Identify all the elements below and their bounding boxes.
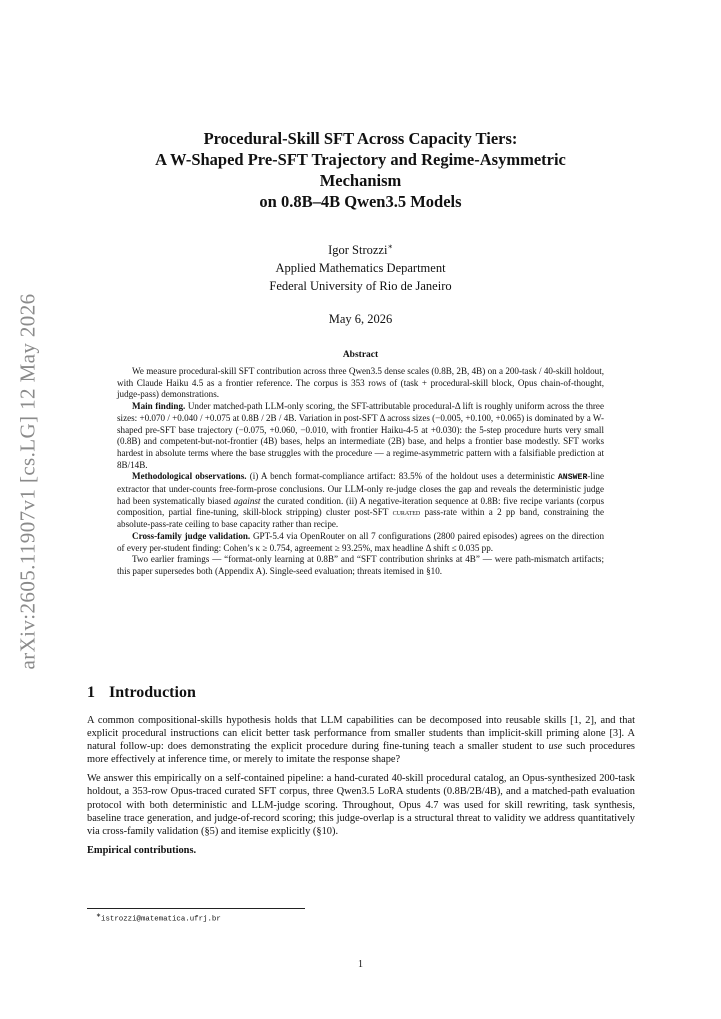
abstract-heading: Abstract xyxy=(342,350,379,360)
author-university: Federal University of Rio de Janeiro xyxy=(269,279,452,294)
abstract-paragraph-1: We measure procedural-skill SFT contribution across three Qwen3.5 dense scales (0.8B, 2B, 4B) on a 200-task / 40-skill holdout, with Claude Haiku 4.5 as a frontier reference. The corpus is 353 rows of (task + procedural-skill block, Opus chain-of-thought, judge-pass) demonstrations. xyxy=(117,366,604,400)
footnote-rule xyxy=(87,908,305,909)
title-line-2: A W-Shaped Pre-SFT Trajectory and Regime-Asymmetric xyxy=(155,150,566,169)
section-number: 1 xyxy=(87,684,95,701)
arxiv-identifier[interactable]: arXiv:2605.11907v1 [cs.LG] 12 May 2026 xyxy=(15,292,40,670)
title-line-1: Procedural-Skill SFT Across Capacity Tiers: xyxy=(203,129,518,148)
author-department: Applied Mathematics Department xyxy=(275,261,446,276)
paper-title xyxy=(80,128,641,212)
abstract-paragraph-5: Two earlier framings — “format-only learning at 0.8B” and “SFT contribution shrinks at 4B” — were path-mismatch artifacts; this paper supersedes both (Appendix A). Single-seed evaluation; threats itemised in §10. xyxy=(117,554,604,576)
section-1-heading xyxy=(87,684,196,702)
contributions-heading: Empirical contributions. xyxy=(87,844,197,856)
author-block xyxy=(80,238,641,295)
methodological-label: Methodological observations. xyxy=(132,471,247,482)
title-line-3: Mechanism xyxy=(319,171,402,190)
author-name: Igor Strozzi∗ xyxy=(328,242,393,258)
footnote-mark: ∗ xyxy=(96,913,102,919)
intro-paragraph-1: A common compositional-skills hypothesis holds that LLM capabilities can be decomposed into reusable skills [1, 2], and that explicit procedural instructions can elicit better task performance from smaller students than implicit-skill priming alone [3]. A natural follow-up: does demonstrating the explicit procedure during fine-tuning teach a smaller student to use such procedures more effectively at inference time, or merely to imitate the response shape? xyxy=(87,715,635,766)
abstract-paragraph-2: Main finding. Under matched-path LLM-only scoring, the SFT-attributable procedural-Δ lift is roughly uniform across the three sizes: +0.070 / +0.040 / +0.075 at 0.8B / 2B / 4B. Variation in post-SFT Δ across sizes (−0.005, +0.100, +0.065) is dominated by a W-shaped pre-SFT base trajectory (−0.075, +0.060, −0.010, with frontier Haiku-4-5 at +0.030): the 5-step procedure hurts very small (0.8B) and competent-but-not-frontier (4B) bases, helps an intermediate (2B) base, and helps a frontier base modestly. SFT works hardest in absolute terms where the base struggles with the procedure — a regime-asymmetric pattern with a falsifiable prediction at 8B/14B. xyxy=(117,401,605,470)
abstract-paragraph-3: Methodological observations. (i) A bench format-compliance artifact: 83.5% of the holdout uses a deterministic ANSWER-line extractor that under-counts free-form-prose conclusions. Our LLM-only re-judge closes the gap and reveals the deterministic judge had been systematically biased against the curated condition. (ii) A negative-iteration sequence at 0.8B: five recipe variants (corpus composition, partial fine-tuning, skill-block stripping) cluster post-SFT curated pass-rate within a 2 pp band, constraining the absolute-pass-rate ceiling to base capacity rather than recipe. xyxy=(117,471,605,530)
author-footnote-mark[interactable]: ∗ xyxy=(387,242,393,251)
section-title: Introduction xyxy=(109,684,196,701)
paper-date: May 6, 2026 xyxy=(328,312,393,326)
arxiv-side-stamp xyxy=(8,292,48,670)
curated-smallcaps: curated xyxy=(392,507,421,518)
abstract-body xyxy=(117,366,604,578)
author-email[interactable]: istrozzi@matematica.ufrj.br xyxy=(101,915,221,924)
intro-paragraph-2: We answer this empirically on a self-contained pipeline: a hand-curated 40-skill procedural catalog, an Opus-synthesized 200-task holdout, a 353-row Opus-traced curated SFT corpus, three Qwen3.5 LoRA students (0.8B/2B/4B), and a matched-path evaluation protocol with both deterministic and LLM-judge scoring. Throughout, Opus 4.7 was used for skill rewriting, task synthesis, baseline trace generation, and judge-of-record scoring; this judge-overlap is a structural threat to validity we address quantitatively via cross-family validation (§5) and itemise explicitly (§10). xyxy=(87,773,635,837)
footnote xyxy=(96,912,221,923)
introduction-body xyxy=(87,714,635,857)
main-finding-label: Main finding. xyxy=(132,401,186,412)
title-line-4: on 0.8B–4B Qwen3.5 Models xyxy=(259,192,462,211)
page-number: 1 xyxy=(358,959,363,970)
abstract-paragraph-4: Cross-family judge validation. GPT-5.4 via OpenRouter on all 7 configurations (2800 paired episodes) agrees on the direction of every per-student finding: Cohen’s κ ≥ 0.754, agreement ≥ 93.25%, max headline Δ shift ≤ 0.035 pp. xyxy=(117,530,604,553)
answer-keyword: ANSWER xyxy=(557,473,588,483)
judge-validation-label: Cross-family judge validation. xyxy=(132,530,251,541)
